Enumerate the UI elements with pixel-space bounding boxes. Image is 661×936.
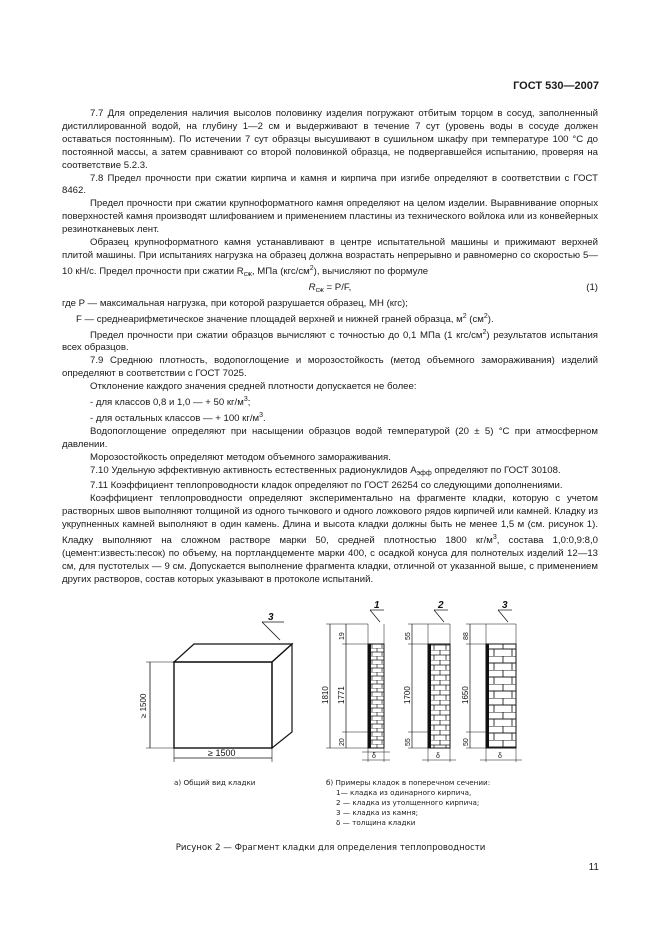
caption-a: а) Общий вид кладки: [174, 778, 256, 787]
paragraph-7-7: 7.7 Для определения наличия высолов половинку изделия погружают отбитым торцом в сосуд, заполненный дистиллированной водой, на глубину 1—2 см и выдерживают в течение 7 сут (уровень воды в сосуде должен оставаться постоянным). По истечении 7 сут образцы высушивают в сушильном шкафу при температуре 100 °С до постоянной массы, а затем сравнивают со второй половинкой образца, не подвергавшейся испытанию, проверяя на соответствие 5.2.3.: [62, 108, 598, 171]
section-label-1: 1: [374, 600, 380, 611]
s2-delta: δ: [436, 753, 440, 760]
s2-mid: 1700: [403, 686, 412, 704]
paragraph-thermal: Коэффициент теплопроводности определяют экспериментально на фрагменте кладки, которую с учетом растворных швов выполняют толщиной из одного тычкового и одного ложкового рядов кирпичей или камней. Кладку из укрупненных камней выполняют в один камень. Длина и высота кладки должны быть не менее 1,5 м (см. рисунок 1). Кладку выполняют на сложном растворе марки 50, средней плотностью 1800 $кг/м^3$, состава 1,0:0,9:8,0 (цемент:известь:песок) по объему, на портландцементе марки 400, с осадкой конуса для полнотелых изделий 12—13 см, для пустотелых — 9 см. Допускается выполнение фрагмента кладки, отличной от указанной выше, с применением других растворов, состав которых указывают в протоколе испытаний.: [62, 493, 598, 585]
paragraph-large-stone: Предел прочности при сжатии крупноформатного камня определяют на целом изделии. Выравнивание опорных поверхностей камня производят шлифованием и применением пластины из технического войлока или из конвейерных резинотканевых лент.: [62, 198, 598, 236]
s3-top: 88: [463, 632, 470, 640]
paragraph-water-absorption: Водопоглощение определяют при насыщении образцов водой температурой (20 ± 5) °С при атмосферном давлении.: [62, 425, 598, 450]
s3-delta: δ: [498, 753, 502, 760]
paragraph-7-9: 7.9 Среднюю плотность, водопоглощение и морозостойкость (метод объемного замораживания) изделий определяют в соответствии с ГОСТ 7025.: [62, 355, 598, 380]
section-2-thickened-brick: [408, 610, 456, 762]
paragraph-deviation: Отклонение каждого значения средней плотности допускается не более:: [90, 381, 417, 393]
formula-1: $R_{сж} = P/F$, (1): [308, 281, 598, 294]
section-3-stone: [466, 610, 522, 762]
s2-bot: 55: [405, 738, 412, 746]
section-label-3: 3: [502, 600, 508, 611]
where-p: где P — максимальная нагрузка, при которой разрушается образец, МН (кгс);: [62, 297, 408, 309]
page-number: 11: [588, 862, 599, 873]
s1-delta: δ: [372, 753, 376, 760]
masonry-general-view: [146, 622, 292, 762]
paragraph-frost: Морозостойкость определяют методом объемного замораживания.: [90, 451, 391, 463]
figure-2: [62, 600, 598, 840]
paragraph-7-10: 7.10 Удельную эффективную активность естественных радионуклидов $A_{эфф}$ определяют по ГОСТ 30108.: [90, 464, 561, 477]
figure-caption: Рисунок 2 — Фрагмент кладки для определения теплопроводности: [175, 843, 486, 853]
s1-mid: 1771: [337, 686, 346, 704]
caption-b: б) Примеры кладок в поперечном сечении: 1— кладка из одинарного кирпича, 2 — кладка из утолщенного кирпича; 3 — кладка из камня; δ — толщина кладки: [326, 778, 491, 827]
paragraph-test-method: Образец крупноформатного камня устанавливают в центре испытательной машины и прижимают верхней плитой машины. При испытаниях нагрузка на образец должна возрастать непрерывно и равномерно со скоростью 5—10 кН/с. Предел прочности при сжатии $R_{сж}$, МПа $(кгс/см^2)$, вычисляют по формуле: [62, 237, 598, 278]
paragraph-7-11: 7.11 Коэффициент теплопроводности кладок определяют по ГОСТ 26254 со следующими дополнениями.: [90, 480, 563, 492]
s1-top: 19: [339, 632, 346, 640]
body-text: [62, 108, 598, 587]
where-f: F — среднеарифметическое значение площадей верхней и нижней граней образца, $м^2$ $(см^2)$.: [76, 312, 494, 325]
s2-top: 55: [405, 632, 412, 640]
s3-mid: 1650: [461, 686, 470, 704]
s1-total: 1810: [321, 686, 330, 704]
list-item-class-08: - для классов 0,8 и 1,0 — + 50 $кг/м^3$;: [90, 396, 251, 409]
list-item-other-classes: - для остальных классов — + 100 $кг/м^3$.: [90, 411, 266, 424]
paragraph-accuracy: Предел прочности при сжатии образцов вычисляют с точностью до 0,1 МПа (1 кгс/$см^2$) результатов испытания всех образцов.: [62, 328, 599, 354]
section-1-single-brick: [326, 610, 390, 762]
s3-bot: 50: [463, 738, 470, 746]
paragraph-7-8: 7.8 Предел прочности при сжатии кирпича и камня и кирпича при изгибе определяют в соответствии с ГОСТ 8462.: [62, 172, 598, 197]
dim-height: ≥ 1500: [139, 693, 148, 718]
formula-number: (1): [586, 281, 598, 293]
view-label-3: 3: [268, 612, 274, 623]
s1-bot: 20: [339, 738, 346, 746]
document-code: ГОСТ 530—2007: [513, 80, 599, 92]
dim-width: ≥ 1500: [208, 748, 236, 758]
section-label-2: 2: [438, 600, 444, 611]
